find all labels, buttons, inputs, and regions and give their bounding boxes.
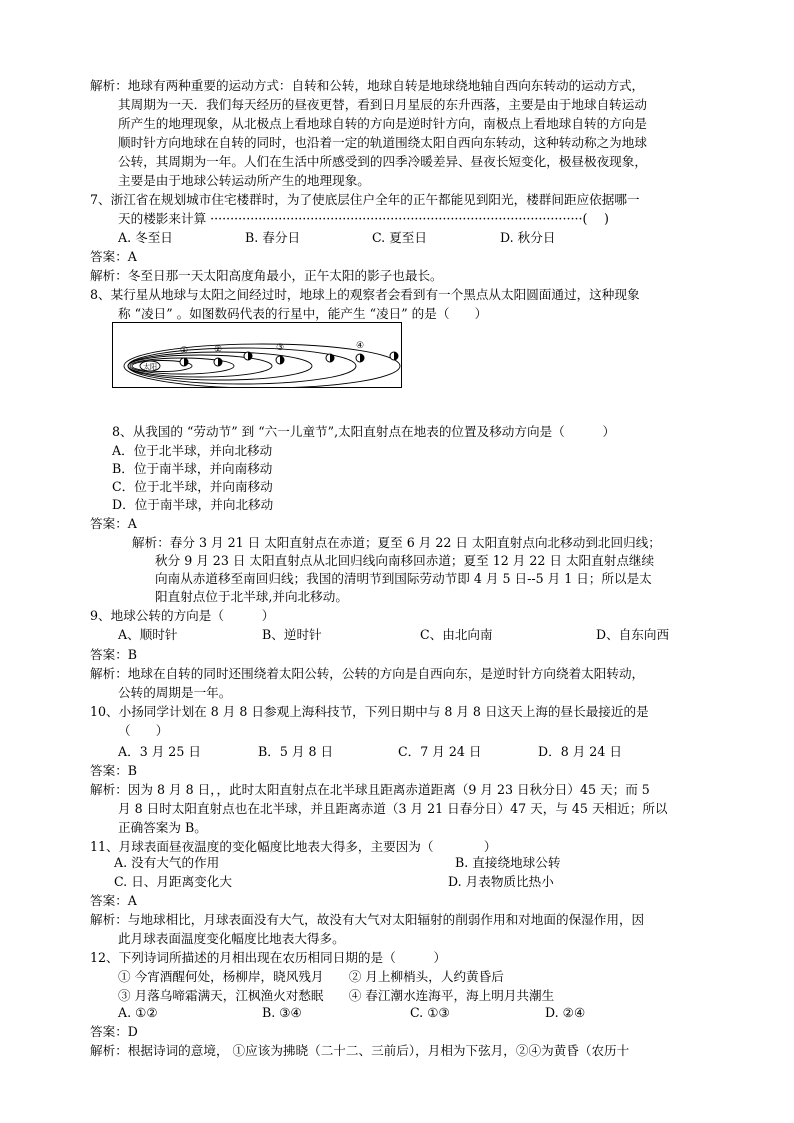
answer-option: C. 日、月距离变化大: [114, 874, 232, 889]
text-line: 主要是由于地球公转运动所产生的地理现象。: [118, 173, 370, 188]
marker-3: ③: [275, 343, 285, 353]
text-line: 解析：春分 3 月 21 日 太阳直射点在赤道；夏至 6 月 22 日 太阳直射点向北移动到北回归线；: [132, 535, 661, 550]
answer-option: A. ①②: [118, 1005, 158, 1020]
answer-option: B．5 月 8 日: [258, 744, 334, 759]
text-line: D．位于南半球，并向北移动: [112, 497, 274, 512]
text-line: 顺时针方向地球在自转的同时，也沿着一定的轨道围绕太阳自西向东转动，这种转动称之为地球: [118, 135, 647, 150]
answer-option: D、自东向西: [596, 627, 670, 642]
text-line: 公转，其周期为一年。人们在生活中所感受到的四季冷暖差异、昼夜长短变化，极昼极夜现象，: [118, 154, 647, 169]
text-line: 8、某行星从地球与太阳之间经过时，地球上的观察者会看到有一个黑点从太阳圆面通过，这种现象: [90, 287, 640, 302]
text-line: 答案：A: [90, 893, 137, 908]
answer-option: B. 春分日: [245, 230, 301, 245]
answer-option: B. ③④: [262, 1005, 302, 1020]
text-line: 答案：D: [90, 1024, 138, 1039]
text-line: 答案：A: [90, 249, 137, 264]
text-line: ① 今宵酒醒何处，杨柳岸，晓风残月 ② 月上柳梢头，人约黄昏后: [118, 969, 504, 984]
marker-1: ①: [179, 346, 189, 356]
text-line: 12、下列诗词所描述的月相出现在农历相同日期的是（ ）: [90, 950, 447, 965]
text-line: B．位于南半球，并向南移动: [112, 461, 273, 476]
planet-orbit-diagram: [112, 322, 402, 388]
answer-option: C. ①③: [410, 1005, 450, 1020]
text-line: 8、从我国的 “劳动节” 到 “六一儿童节”,太阳直射点在地表的位置及移动方向是（ ）: [112, 424, 616, 439]
text-line: C．位于北半球，并向南移动: [112, 479, 273, 494]
text-line: 天的楼影来计算 ·····························································································( ): [118, 211, 609, 226]
text-line: 答案：B: [90, 647, 138, 662]
text-line: 公转的周期是一年。: [118, 685, 232, 700]
text-line: 解析：根据诗词的意境， ①应该为拂晓（二十二、三前后），月相为下弦月，②④为黄昏（农历十: [90, 1043, 630, 1058]
marker-4: ④: [355, 341, 365, 351]
answer-option: A. 没有大气的作用: [114, 855, 220, 870]
text-line: 答案：B: [90, 763, 138, 778]
text-line: 其周期为一天．我们每天经历的昼夜更替，看到日月星辰的东升西落，主要是由于地球自转运动: [118, 97, 647, 112]
text-line: 解析：地球有两种重要的运动方式：自转和公转，地球自转是地球绕地轴自西向东转动的运动方式，: [90, 78, 645, 93]
answer-option: C. 夏至日: [372, 230, 427, 245]
answer-option: C、由北向南: [420, 627, 493, 642]
answer-option: B. 直接绕地球公转: [455, 855, 561, 870]
planet-outer: [390, 352, 398, 360]
text-line: A．位于北半球，并向北移动: [112, 443, 273, 458]
planet-unlabeled-2: [326, 354, 334, 362]
text-line: 所产生的地理现象，从北极点上看地球自转的方向是逆时针方向，南极点上看地球自转的方向是: [118, 116, 647, 131]
text-line: 10、小扬同学计划在 8 月 8 日参观上海科技节，下列日期中与 8 月 8 日这天上海的昼长最接近的是: [90, 704, 649, 719]
text-line: 9、地球公转的方向是（ ）: [90, 608, 275, 623]
text-line: 解析：与地球相比，月球表面没有大气，故没有大气对太阳辐射的削弱作用和对地面的保湿作用，因: [90, 912, 645, 927]
answer-option: B、逆时针: [262, 627, 322, 642]
answer-option: D. ②④: [545, 1005, 586, 1020]
answer-option: C．7 月 24 日: [398, 744, 482, 759]
text-line: 7、浙江省在规划城市住宅楼群时，为了使底层住户全年的正午都能见到阳光，楼群间距应依据哪一: [90, 192, 640, 207]
text-line: 称 “凌日” 。如图数码代表的行星中，能产生 “凌日” 的是（ ）: [118, 306, 488, 321]
sun-label: 太阳: [143, 363, 157, 371]
text-line: 向南从赤道移至南回归线；我国的清明节到国际劳动节即 4 月 5 日--5 月 1 日；所以是太: [155, 571, 652, 586]
answer-option: D．8 月 24 日: [538, 744, 622, 759]
text-line: 答案：A: [90, 516, 137, 531]
answer-option: A、顺时针: [118, 627, 178, 642]
answer-option: D. 月表物质比热小: [448, 874, 554, 889]
text-line: 秋分 9 月 23 日 太阳直射点从北回归线向南移回赤道；夏至 12 月 22 日 太阳直射点继续: [155, 553, 655, 568]
answer-option: A．3 月 25 日: [118, 744, 201, 759]
text-line: 解析：因为 8 月 8 日，，此时太阳直射点在北半球且距离赤道距离（9 月 23 日秋分日）45 天；而 5: [90, 782, 650, 797]
text-line: 月 8 日时太阳直射点也在北半球，并且距离赤道（3 月 21 日春分日）47 天，与 45 天相近；所以: [118, 801, 668, 816]
text-line: 正确答案为 B。: [118, 820, 207, 835]
text-line: 解析：冬至日那一天太阳高度角最小，正午太阳的影子也最长。: [90, 268, 443, 283]
planet-unlabeled-1: [244, 352, 252, 360]
answer-option: D. 秋分日: [500, 230, 556, 245]
text-line: ③ 月落乌啼霜满天，江枫渔火对愁眠 ④ 春江潮水连海平，海上明月共潮生: [118, 988, 555, 1003]
marker-2: ②: [213, 345, 223, 355]
text-line: 阳直射点位于北半球,并向北移动。: [155, 589, 348, 604]
text-line: 11、月球表面昼夜温度的变化幅度比地表大得多，主要因为（ ）: [90, 839, 497, 854]
text-line: 此月球表面温度变化幅度比地表大得多。: [118, 931, 345, 946]
text-line: 解析：地球在自转的同时还围绕着太阳公转，公转的方向是自西向东，是逆时针方向绕着太阳转动，: [90, 666, 645, 681]
text-line: （ ）: [118, 723, 169, 738]
answer-option: A. 冬至日: [118, 230, 173, 245]
